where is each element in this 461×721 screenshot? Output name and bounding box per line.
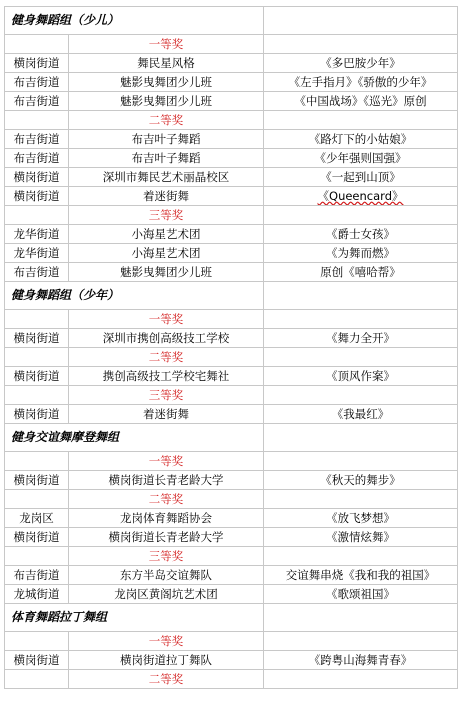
- empty-cell: [264, 111, 458, 130]
- team-cell: 龙岗区黄阁坑艺术团: [69, 585, 264, 604]
- group-title: 健身交谊舞摩登舞组: [5, 424, 264, 452]
- empty-cell: [5, 206, 69, 225]
- district-cell: 布吉街道: [5, 130, 69, 149]
- program-cell: 《放飞梦想》: [264, 509, 458, 528]
- team-cell: 小海星艺术团: [69, 225, 264, 244]
- prize-row: [5, 386, 458, 405]
- prize-label: 二等奖: [69, 111, 264, 130]
- team-cell: 舞民星风格: [69, 54, 264, 73]
- team-cell: 东方半岛交谊舞队: [69, 566, 264, 585]
- empty-cell: [264, 348, 458, 367]
- prize-row: [5, 490, 458, 509]
- awards-table: [4, 6, 458, 689]
- district-cell: 横岗街道: [5, 168, 69, 187]
- empty-cell: [264, 424, 458, 452]
- award-row: [5, 130, 458, 149]
- prize-row: [5, 310, 458, 329]
- award-row: [5, 244, 458, 263]
- group-title-row: [5, 604, 458, 632]
- group-title-row: [5, 424, 458, 452]
- program-cell: 《少年强则国强》: [264, 149, 458, 168]
- prize-label: 一等奖: [69, 452, 264, 471]
- empty-cell: [5, 35, 69, 54]
- prize-label: 一等奖: [69, 35, 264, 54]
- team-cell: 布吉叶子舞蹈: [69, 149, 264, 168]
- empty-cell: [5, 452, 69, 471]
- program-cell: 《路灯下的小姑娘》: [264, 130, 458, 149]
- district-cell: 布吉街道: [5, 73, 69, 92]
- award-row: [5, 263, 458, 282]
- empty-cell: [264, 490, 458, 509]
- program-cell: 《爵士女孩》: [264, 225, 458, 244]
- team-cell: 龙岗体育舞蹈协会: [69, 509, 264, 528]
- award-row: [5, 168, 458, 187]
- program-cell: 《舞力全开》: [264, 329, 458, 348]
- prize-row: [5, 547, 458, 566]
- district-cell: 横岗街道: [5, 187, 69, 206]
- prize-label: 一等奖: [69, 632, 264, 651]
- team-cell: 着迷街舞: [69, 405, 264, 424]
- team-cell: 横岗街道长青老龄大学: [69, 471, 264, 490]
- district-cell: 横岗街道: [5, 651, 69, 670]
- district-cell: 布吉街道: [5, 263, 69, 282]
- program-cell: 《左手指月》《骄傲的少年》: [264, 73, 458, 92]
- empty-cell: [264, 282, 458, 310]
- team-cell: 小海星艺术团: [69, 244, 264, 263]
- program-cell: 《歌颂祖国》: [264, 585, 458, 604]
- district-cell: 横岗街道: [5, 329, 69, 348]
- district-cell: 龙岗区: [5, 509, 69, 528]
- district-cell: 龙城街道: [5, 585, 69, 604]
- district-cell: 布吉街道: [5, 92, 69, 111]
- team-cell: 携创高级技工学校宅舞社: [69, 367, 264, 386]
- program-cell: 《激情炫舞》: [264, 528, 458, 547]
- program-cell: 《一起到山顶》: [264, 168, 458, 187]
- prize-row: [5, 111, 458, 130]
- program-cell: 《中国战场》《巡光》原创: [264, 92, 458, 111]
- district-cell: 横岗街道: [5, 54, 69, 73]
- empty-cell: [5, 670, 69, 689]
- district-cell: 横岗街道: [5, 528, 69, 547]
- team-cell: 深圳市舞民艺术丽晶校区: [69, 168, 264, 187]
- prize-label: 三等奖: [69, 547, 264, 566]
- prize-row: [5, 348, 458, 367]
- prize-label: 一等奖: [69, 310, 264, 329]
- empty-cell: [264, 35, 458, 54]
- group-title-row: [5, 282, 458, 310]
- empty-cell: [5, 111, 69, 130]
- team-cell: 魅影曳舞团少儿班: [69, 92, 264, 111]
- team-cell: 着迷街舞: [69, 187, 264, 206]
- empty-cell: [264, 7, 458, 35]
- prize-row: [5, 206, 458, 225]
- award-row: [5, 187, 458, 206]
- program-cell: 《跨粤山海舞青春》: [264, 651, 458, 670]
- award-row: [5, 405, 458, 424]
- award-row: [5, 92, 458, 111]
- prize-label: 二等奖: [69, 670, 264, 689]
- award-row: [5, 367, 458, 386]
- team-cell: 横岗街道长青老龄大学: [69, 528, 264, 547]
- award-row: [5, 225, 458, 244]
- group-title: 健身舞蹈组（少年）: [5, 282, 264, 310]
- group-title: 健身舞蹈组（少儿）: [5, 7, 264, 35]
- prize-label: 二等奖: [69, 490, 264, 509]
- prize-row: [5, 670, 458, 689]
- award-row: [5, 73, 458, 92]
- award-row: [5, 509, 458, 528]
- district-cell: 龙华街道: [5, 244, 69, 263]
- program-cell: 原创《嘻哈帮》: [264, 263, 458, 282]
- empty-cell: [5, 547, 69, 566]
- program-cell: [264, 187, 458, 206]
- district-cell: 龙华街道: [5, 225, 69, 244]
- program-cell: 《为舞而燃》: [264, 244, 458, 263]
- empty-cell: [5, 632, 69, 651]
- award-row: [5, 566, 458, 585]
- award-row: [5, 149, 458, 168]
- prize-row: [5, 35, 458, 54]
- group-title: 体育舞蹈拉丁舞组: [5, 604, 264, 632]
- empty-cell: [5, 348, 69, 367]
- empty-cell: [5, 490, 69, 509]
- awards-table-body: [5, 7, 458, 689]
- empty-cell: [264, 604, 458, 632]
- empty-cell: [264, 632, 458, 651]
- prize-row: [5, 632, 458, 651]
- empty-cell: [5, 386, 69, 405]
- district-cell: 横岗街道: [5, 405, 69, 424]
- empty-cell: [264, 386, 458, 405]
- empty-cell: [264, 670, 458, 689]
- program-cell: 《顶风作案》: [264, 367, 458, 386]
- program-cell: 《多巴胺少年》: [264, 54, 458, 73]
- team-cell: 布吉叶子舞蹈: [69, 130, 264, 149]
- program-title: 《Queencard》: [317, 189, 404, 203]
- team-cell: 魅影曳舞团少儿班: [69, 263, 264, 282]
- empty-cell: [5, 310, 69, 329]
- prize-row: [5, 452, 458, 471]
- prize-label: 三等奖: [69, 206, 264, 225]
- award-row: [5, 528, 458, 547]
- district-cell: 横岗街道: [5, 367, 69, 386]
- team-cell: 魅影曳舞团少儿班: [69, 73, 264, 92]
- award-row: [5, 585, 458, 604]
- empty-cell: [264, 206, 458, 225]
- award-row: [5, 471, 458, 490]
- program-cell: 《秋天的舞步》: [264, 471, 458, 490]
- prize-label: 二等奖: [69, 348, 264, 367]
- award-row: [5, 651, 458, 670]
- empty-cell: [264, 310, 458, 329]
- program-cell: 交谊舞串烧《我和我的祖国》: [264, 566, 458, 585]
- award-row: [5, 54, 458, 73]
- district-cell: 布吉街道: [5, 149, 69, 168]
- district-cell: 布吉街道: [5, 566, 69, 585]
- team-cell: 深圳市携创高级技工学校: [69, 329, 264, 348]
- team-cell: 横岗街道拉丁舞队: [69, 651, 264, 670]
- empty-cell: [264, 452, 458, 471]
- district-cell: 横岗街道: [5, 471, 69, 490]
- award-row: [5, 329, 458, 348]
- prize-label: 三等奖: [69, 386, 264, 405]
- program-cell: 《我最红》: [264, 405, 458, 424]
- empty-cell: [264, 547, 458, 566]
- group-title-row: [5, 7, 458, 35]
